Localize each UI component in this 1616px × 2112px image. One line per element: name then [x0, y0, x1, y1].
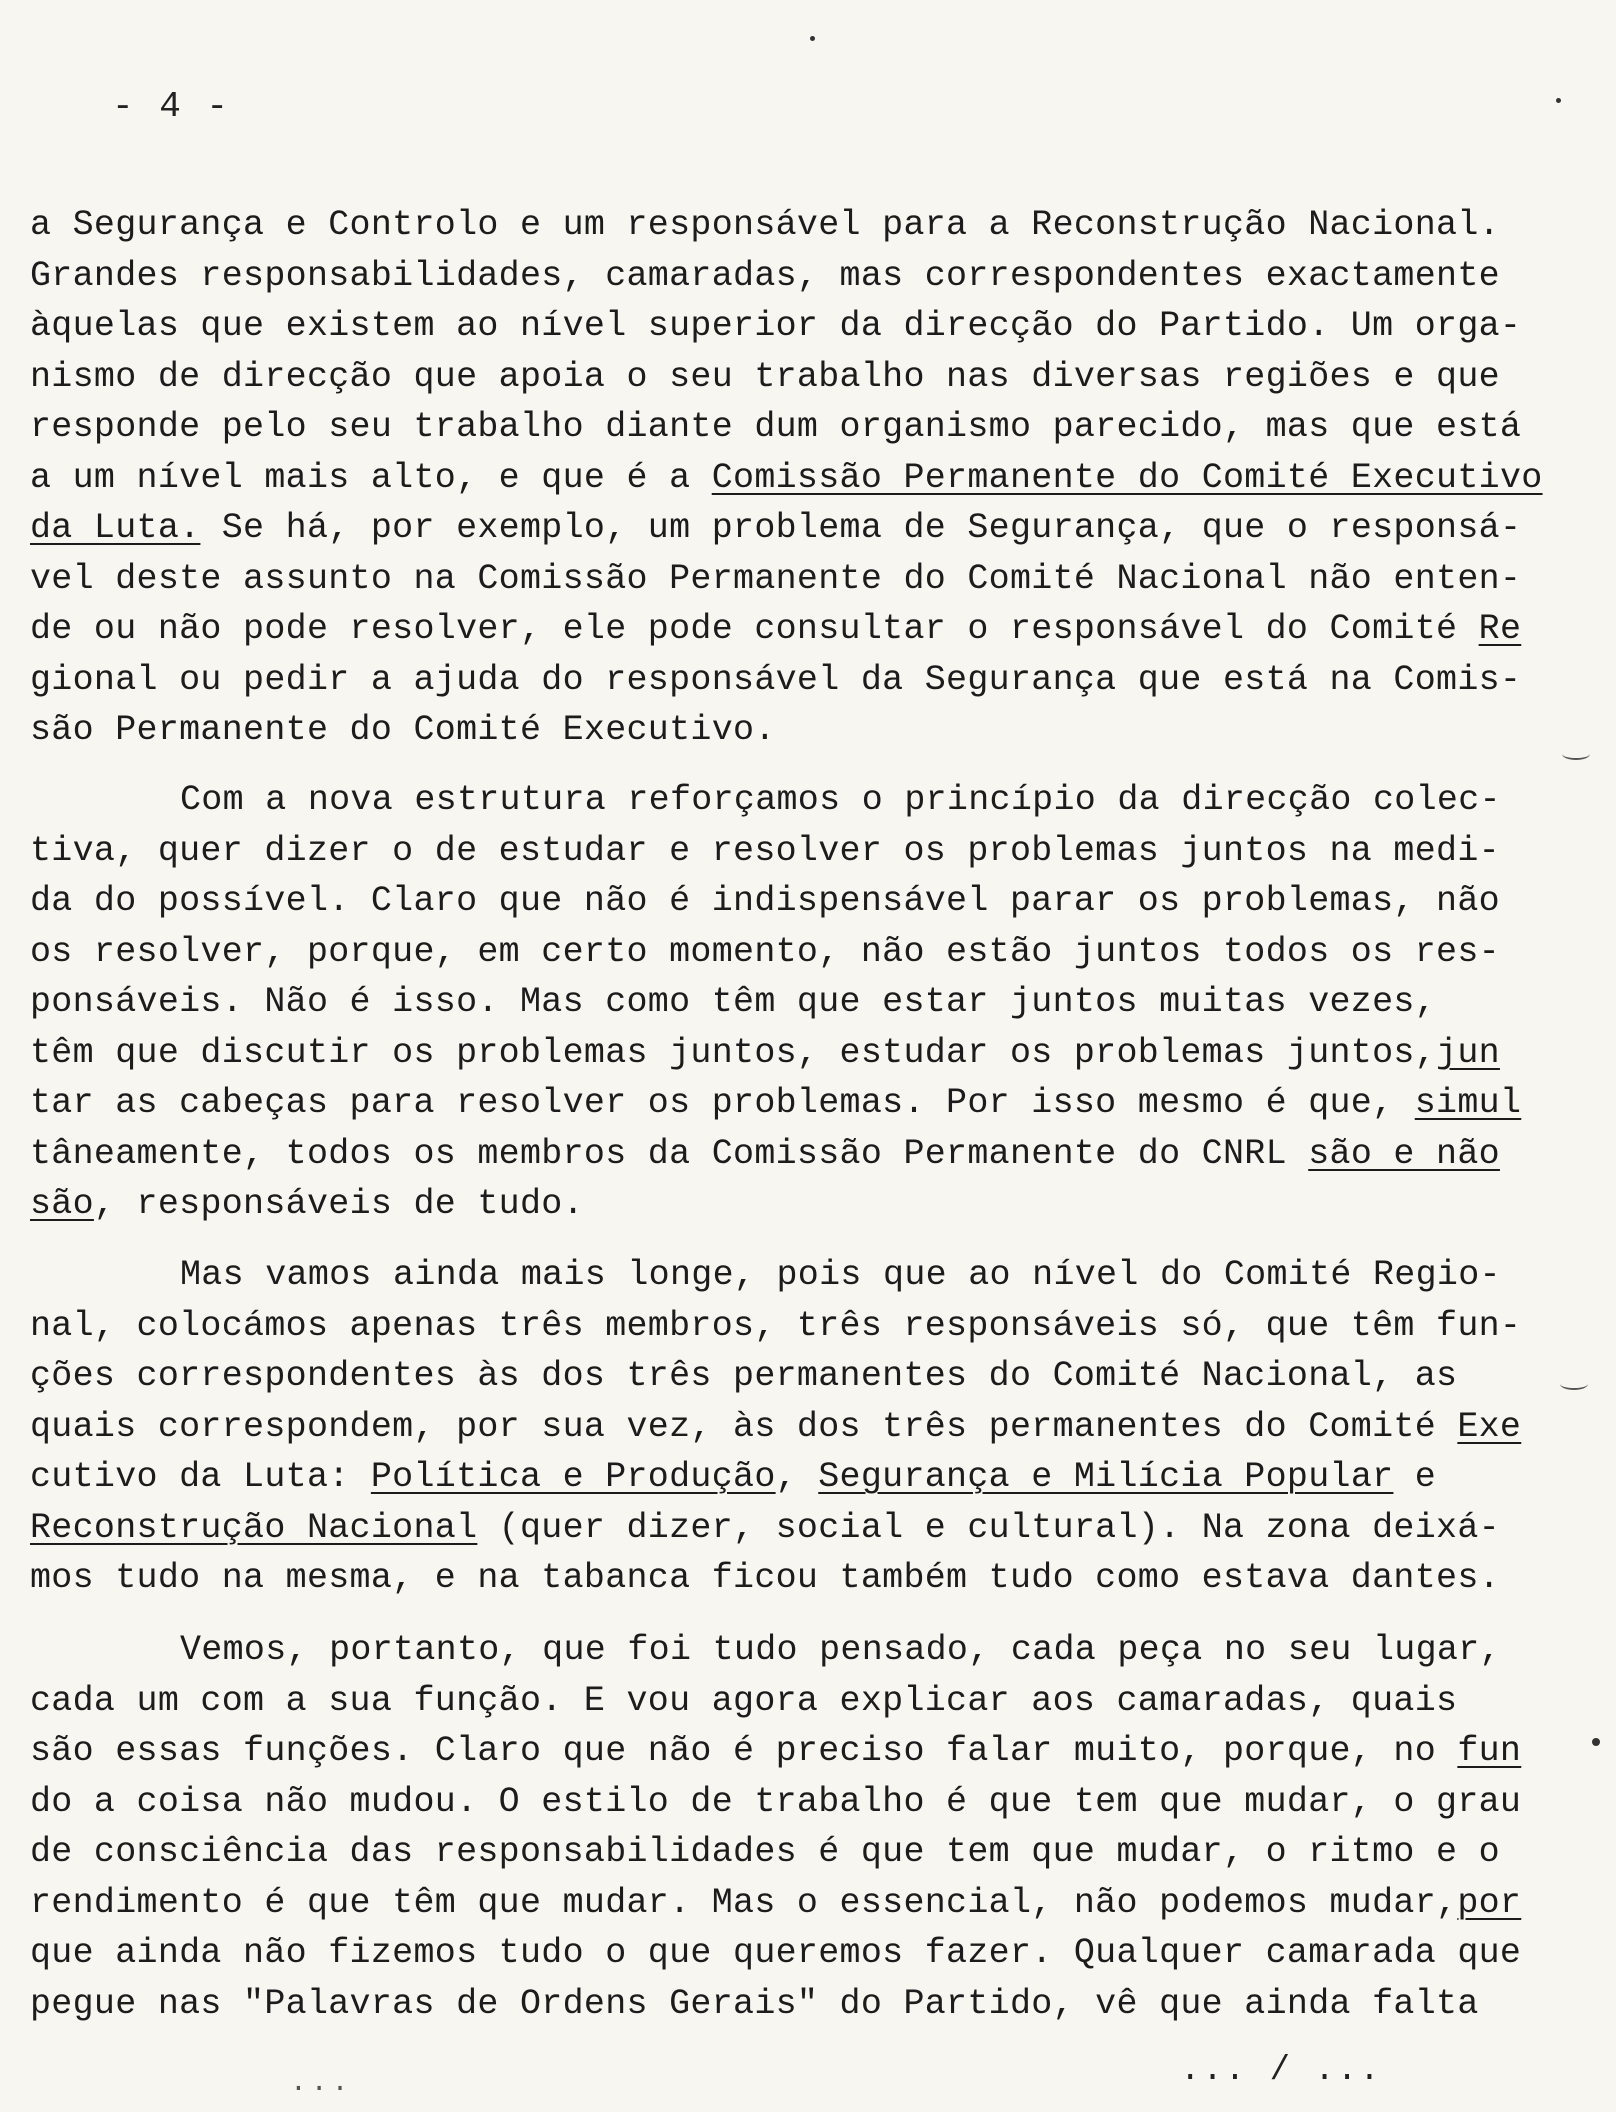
text-line [30, 876, 1510, 927]
underlined-text: são [30, 1184, 94, 1224]
text-line [30, 826, 1510, 877]
underlined-text: Reconstrução Nacional [30, 1507, 478, 1548]
text-segment: tiva, quer dizer o de estudar e resolver os problemas juntos na medi- [30, 830, 1500, 871]
text-line [30, 1928, 1522, 1979]
text-segment: tar as cabeças para resolver os problemas. Por isso mesmo é que, [30, 1083, 1415, 1123]
underlined-text: Re [1478, 609, 1522, 649]
underlined-text: fun [1457, 1731, 1522, 1771]
text-segment: quais correspondem, por sua vez, às dos três permanentes do Comité [30, 1406, 1458, 1447]
text-segment: vel deste assunto na Comissão Permanente do Comité Nacional não enten- [30, 558, 1522, 599]
text-line [30, 200, 1510, 251]
underlined-text: Comissão Permanente do Comité Executivo [711, 457, 1543, 498]
text-line [30, 705, 1510, 756]
text-segment: Com a nova estrutura reforçamos o princípio da direcção colec- [180, 780, 1501, 820]
text-line [30, 1625, 1510, 1676]
text-line [30, 775, 1510, 826]
text-segment: cutivo da Luta: [30, 1457, 371, 1497]
text-line [30, 251, 1510, 302]
text-line [30, 1129, 1510, 1180]
text-line [30, 1726, 1522, 1777]
underlined-text: por [1457, 1882, 1522, 1923]
text-segment: têm que discutir os problemas juntos, estudar os problemas juntos, [30, 1032, 1437, 1073]
underlined-text: Política e Produção [370, 1457, 776, 1497]
underlined-text: Exe [1457, 1406, 1522, 1447]
page-number: - 4 - [112, 86, 231, 127]
text-segment: e [1393, 1457, 1437, 1497]
underlined-text: são e não [1308, 1133, 1500, 1174]
text-segment: do a coisa não mudou. O estilo de trabalho é que tem que mudar, o grau [30, 1781, 1522, 1822]
scan-speck [1556, 98, 1561, 103]
text-segment: Grandes responsabilidades, camaradas, mas correspondentes exactamente [30, 255, 1500, 296]
text-segment: tâneamente, todos os membros da Comissão Permanente do CNRL [30, 1133, 1309, 1174]
underlined-text: da Luta. [30, 508, 201, 548]
scan-speck [1592, 1738, 1600, 1746]
text-segment: que ainda não fizemos tudo o que queremos fazer. Qualquer camarada que [30, 1933, 1522, 1973]
text-line [30, 1878, 1522, 1929]
scan-edge-mark [1562, 748, 1590, 760]
text-line [30, 352, 1510, 403]
text-line [30, 453, 1543, 504]
paragraph-4 [30, 1625, 1522, 2029]
text-line [30, 977, 1510, 1028]
text-line [30, 1301, 1522, 1352]
text-segment: nismo de direcção que apoia o seu trabalho nas diversas regiões e que [30, 356, 1500, 397]
text-segment: pegue nas "Palavras de Ordens Gerais" do Partido, vê que ainda falta [30, 1983, 1479, 2024]
underlined-text: Segurança e Milícia Popular [818, 1457, 1394, 1497]
text-segment: são Permanente do Comité Executivo. [30, 710, 776, 750]
text-segment: de ou não pode resolver, ele pode consultar o responsável do Comité [30, 609, 1479, 649]
text-segment: a Segurança e Controlo e um responsável para a Reconstrução Nacional. [30, 205, 1500, 245]
text-segment: de consciência das responsabilidades é que tem que mudar, o ritmo e o [30, 1832, 1500, 1872]
text-line [30, 1250, 1510, 1301]
text-segment: gional ou pedir a ajuda do responsável da Segurança que está na Comis- [30, 659, 1522, 700]
paragraph-3 [30, 1250, 1522, 1604]
text-segment: os resolver, porque, em certo momento, não estão juntos todos os res- [30, 931, 1500, 972]
text-segment: (quer dizer, social e cultural). Na zona deixá- [477, 1507, 1500, 1548]
text-segment: , responsáveis de tudo. [93, 1184, 584, 1224]
text-line [30, 1179, 1510, 1230]
text-segment: são essas funções. Claro que não é preciso falar muito, porque, no [30, 1731, 1458, 1771]
text-line [30, 1078, 1522, 1129]
continuation-marker: ... / ... [1180, 2052, 1382, 2090]
underlined-text: simul [1414, 1083, 1522, 1123]
text-line [30, 1351, 1510, 1402]
text-line [30, 554, 1522, 605]
text-line [30, 1452, 1510, 1503]
text-segment: mos tudo na mesma, e na tabanca ficou também tudo como estava dantes. [30, 1558, 1500, 1598]
paragraph-2 [30, 775, 1522, 1230]
underlined-text: jun [1436, 1032, 1500, 1073]
scan-edge-mark [1560, 1378, 1588, 1390]
text-segment: cada um com a sua função. E vou agora explicar aos camaradas, quais [30, 1680, 1458, 1721]
text-segment: ponsáveis. Não é isso. Mas como têm que estar juntos muitas vezes, [30, 982, 1437, 1022]
text-line [30, 927, 1510, 978]
text-line [30, 1553, 1510, 1604]
text-line [30, 1979, 1510, 2030]
text-segment: Se há, por exemplo, um problema de Segurança, que o responsá- [200, 508, 1522, 548]
text-line [30, 1777, 1522, 1828]
text-segment: rendimento é que têm que mudar. Mas o essencial, não podemos mudar, [30, 1882, 1458, 1923]
text-segment: ções correspondentes às dos três permanentes do Comité Nacional, as [30, 1356, 1458, 1396]
text-line [30, 402, 1522, 453]
text-segment: Mas vamos ainda mais longe, pois que ao nível do Comité Regio- [180, 1255, 1501, 1295]
text-line [30, 503, 1522, 554]
text-line [30, 1676, 1510, 1727]
text-line [30, 1827, 1510, 1878]
paragraph-1 [30, 200, 1543, 756]
text-segment: Vemos, portanto, que foi tudo pensado, cada peça no seu lugar, [180, 1630, 1501, 1670]
text-line [30, 1028, 1510, 1079]
text-line [30, 655, 1522, 706]
text-line [30, 1503, 1510, 1554]
text-segment: àquelas que existem ao nível superior da direcção do Partido. Um orga- [30, 306, 1522, 346]
text-segment: , [775, 1457, 819, 1497]
text-line [30, 1402, 1522, 1453]
text-segment: nal, colocámos apenas três membros, três responsáveis só, que têm fun- [30, 1305, 1522, 1346]
stray-dots: ... [290, 2068, 353, 2099]
text-segment: a um nível mais alto, e que é a [30, 457, 712, 498]
text-segment: da do possível. Claro que não é indispensável parar os problemas, não [30, 881, 1500, 921]
text-segment: responde pelo seu trabalho diante dum organismo parecido, mas que está [30, 407, 1522, 447]
scan-speck [810, 36, 815, 41]
text-line [30, 604, 1522, 655]
text-line [30, 301, 1522, 352]
